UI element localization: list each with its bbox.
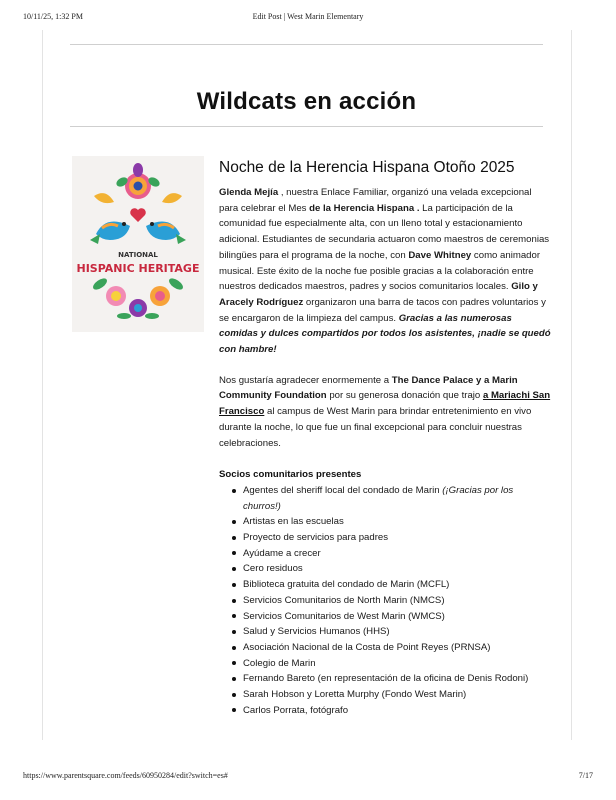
taco-organizers: Gilo y Aracely Rodríguez [219, 281, 538, 308]
list-item: Colegio de Marin [243, 656, 553, 672]
list-item: Servicios Comunitarios de West Marin (WMCS) [243, 609, 553, 625]
music-host: Dave Whitney [408, 249, 472, 261]
print-url: https://www.parentsquare.com/feeds/60950284/edit?switch=es# [23, 771, 228, 780]
list-item: Agentes del sheriff local del condado de Marin (¡Gracias por los churros!) [243, 483, 553, 514]
content-border-right [571, 30, 572, 740]
list-item: Proyecto de servicios para padres [243, 530, 553, 546]
list-item: Artistas en las escuelas [243, 514, 553, 530]
content-border-left [42, 30, 43, 740]
bird-left-icon [90, 222, 130, 245]
bird-right-icon [146, 222, 186, 245]
poster-line1: NATIONAL [118, 251, 158, 259]
heritage-month: de la Herencia Hispana . [309, 202, 420, 214]
print-page-number: 7/17 [578, 771, 593, 780]
post-title: Noche de la Herencia Hispana Otoño 2025 [219, 159, 515, 176]
heart-icon [130, 208, 146, 222]
list-item: Salud y Servicios Humanos (HHS) [243, 624, 553, 640]
poster-line2: HISPANIC HERITAGE [76, 262, 200, 275]
donors: The Dance Palace y a Marin Community Foundation [219, 374, 518, 402]
flower-icon [115, 163, 161, 199]
thanks-note: Gracias a las numerosas comidas y dulces compartidos por todos los asistentes, ¡nadie se quedó con hambre! [219, 312, 551, 356]
folk-art-illustration [72, 156, 204, 332]
list-item: Servicios Comunitarios de North Marin (NMCS) [243, 593, 553, 609]
list-item: Ayúdame a crecer [243, 546, 553, 562]
list-item: Cero residuos [243, 561, 553, 577]
bottom-flowers-icon [91, 276, 185, 319]
print-datetime: 10/11/25, 1:32 PM [23, 12, 83, 21]
partners-heading: Socios comunitarios presentes [219, 469, 362, 481]
print-footer [0, 771, 616, 783]
mariachi-link[interactable]: a Mariachi San Francisco [219, 390, 551, 418]
post-content [219, 159, 553, 719]
list-item: Carlos Porrata, fotógrafo [243, 703, 553, 719]
print-page-title: Edit Post | West Marin Elementary [252, 12, 364, 21]
divider-title [70, 126, 543, 127]
post-paragraph-2: Nos gustaría agradecer enormemente a The Dance Palace y a Marin Community Foundation por su generosa donación que trajo a Mariachi San Francisco al campus de West Marin para brindar entretenimiento en vivo durante la noche, lo que fue un final excepcional para concluir nuestras celebraciones. [219, 374, 551, 449]
divider-top [70, 44, 543, 45]
list-item: Fernando Bareto (en representación de la oficina de Denis Rodoni) [243, 671, 553, 687]
list-item: Biblioteca gratuita del condado de Marin (MCFL) [243, 577, 553, 593]
hispanic-heritage-poster [72, 156, 204, 332]
print-header [0, 12, 616, 24]
list-item: Sarah Hobson y Loretta Murphy (Fondo West Marin) [243, 687, 553, 703]
post-paragraph-1: Glenda Mejía , nuestra Enlace Familiar, organizó una velada excepcional para celebrar el Mes de la Herencia Hispana . La participación de la comunidad fue especialmente alta, con un lleno total y estacionamiento adicional. Estudiantes de secundaria actuaron como maestros de ceremonias bilingües para el programa de la noche, con Dave Whitney como animador musical. Este éxito de la noche fue posible gracias a la colaboración entre nuestros dedicados maestros, padres y socios comunitarios locales. Gilo y Aracely Rodríguez organizaron una barra de tacos con padres voluntarios y se encargaron de la limpieza del campus. Gracias a las numerosas comidas y dulces compartidos por todos los asistentes, ¡nadie se quedó con hambre! [219, 187, 551, 356]
site-title: Wildcats en acción [196, 88, 417, 116]
list-item: Asociación Nacional de la Costa de Point Reyes (PRNSA) [243, 640, 553, 656]
liaison-name: Glenda Mejía [219, 187, 279, 198]
partners-list [219, 483, 553, 719]
